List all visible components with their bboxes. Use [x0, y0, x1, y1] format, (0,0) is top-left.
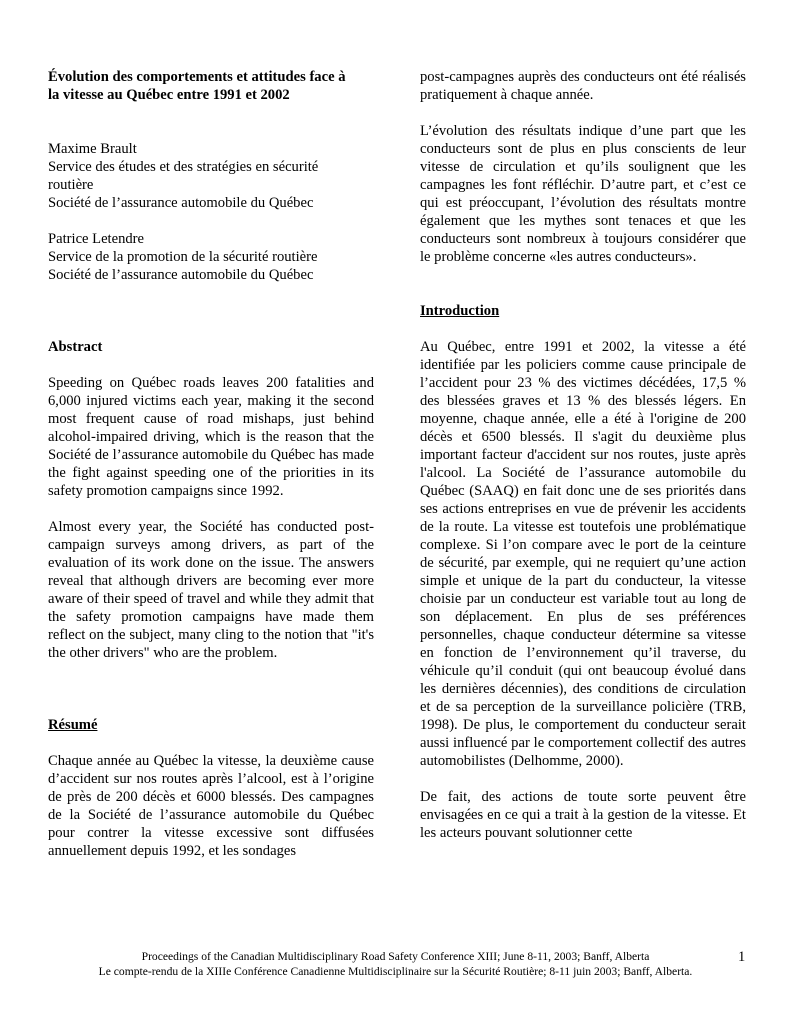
title-line: Évolution des comportements et attitudes face à [48, 69, 346, 85]
paper-title [48, 68, 374, 104]
resume-paragraph: Chaque année au Québec la vitesse, la deuxième cause d’accident sur nos routes après l’alcool, est à l’origine de près de 200 décès et 6000 blessés. Des campagnes de la Société de l’assurance automobile du Québec pour contrer la vitesse excessive sont diffusées annuellement depuis 1992, et les sondages [48, 753, 374, 859]
author-block-1 [48, 140, 374, 212]
author-affiliation: Service de la promotion de la sécurité routière [48, 249, 318, 265]
author-affiliation: Société de l’assurance automobile du Québec [48, 195, 314, 211]
author-name: Maxime Brault [48, 141, 137, 157]
footer-line-english: Proceedings of the Canadian Multidisciplinary Road Safety Conference XIII; June 8-11, 2003; Banff, Alberta [141, 950, 650, 963]
resume-heading: Résumé [48, 717, 98, 733]
left-column [48, 68, 374, 860]
title-line: la vitesse au Québec entre 1991 et 2002 [48, 87, 290, 103]
introduction-heading: Introduction [420, 303, 500, 319]
introduction-paragraph: Au Québec, entre 1991 et 2002, la vitesse a été identifiée par les policiers comme cause principale de l’accident pour 23 % des victimes décédées, 17,5 % des blessées graves et 13 % des blessés légers. En moyenne, chaque année, elle a été à l'origine de 200 décès et 6500 blessés. Il s'agit du deuxième plus important facteur d'accident sur nos routes, juste après l'alcool. La Société de l’assurance automobile du Québec (SAAQ) en fait donc une de ses priorités dans ses actions entreprises en vue de prévenir les accidents de la route. La vitesse est toutefois une problématique complexe. Si l’on compare avec le port de la ceinture de sécurité, par exemple, qui ne requiert qu’une action simple et unique de la part du conducteur, la vitesse choisie par un conducteur est variable tout au long de son déplacement. En plus de ses préférences personnelles, chaque conducteur détermine sa vitesse en fonction de l’environnement qu’il traverse, du véhicule qu’il conduit (qui ont beaucoup évolué dans les dernières décennies), des conditions de circulation et de sa perception de la surveillance policière (TRB, 1998). De plus, le comportement du conducteur serait aussi influencé par le comportement collectif des autres automobilistes (Delhomme, 2000). [420, 339, 746, 769]
page-footer [0, 950, 791, 979]
resume-continued-paragraph: post-campagnes auprès des conducteurs ont été réalisés pratiquement à chaque année. [420, 69, 746, 103]
author-block-2 [48, 230, 374, 284]
resume-paragraph: L’évolution des résultats indique d’une part que les conducteurs sont de plus en plus conscients de leur vitesse de circulation et qu’ils soulignent que les campagnes les font réfléchir. D’autre part, et c’est ce qui est préoccupant, l’évolution des résultats montre également que les mythes sont tenaces et que les conducteurs sont nombreux à toujours considérer que le problème concerne «les autres conducteurs». [420, 123, 746, 265]
author-affiliation: routière [48, 177, 94, 193]
author-name: Patrice Letendre [48, 231, 145, 247]
author-affiliation: Société de l’assurance automobile du Québec [48, 267, 314, 283]
introduction-paragraph: De fait, des actions de toute sorte peuvent être envisagées en ce qui a trait à la gestion de la vitesse. Et les acteurs pouvant solutionner cette [420, 789, 746, 841]
footer-line-french: Le compte-rendu de la XIIIe Conférence Canadienne Multidisciplinaire sur la Sécurité Routière; 8-11 juin 2003; Banff, Alberta. [98, 964, 693, 978]
abstract-paragraph: Speeding on Québec roads leaves 200 fatalities and 6,000 injured victims each year, making it the second most frequent cause of road mishaps, just behind alcohol-impaired driving, which is the reason that the Société de l’assurance automobile du Québec has made the fight against speeding one of the priorities in its safety promotion campaigns since 1992. [48, 375, 374, 499]
page-number: 1 [738, 949, 746, 965]
abstract-paragraph: Almost every year, the Société has conducted post-campaign surveys among drivers, as part of the evaluation of its work done on the issue. The answers reveal that although drivers are becoming ever more aware of their speed of travel and while they admit that the safety promotion campaigns have made them reflect on the subject, many cling to the notion that "it's the other drivers" who are the problem. [48, 519, 374, 661]
abstract-heading: Abstract [48, 339, 103, 355]
right-column [420, 68, 746, 842]
author-affiliation: Service des études et des stratégies en sécurité [48, 159, 319, 175]
